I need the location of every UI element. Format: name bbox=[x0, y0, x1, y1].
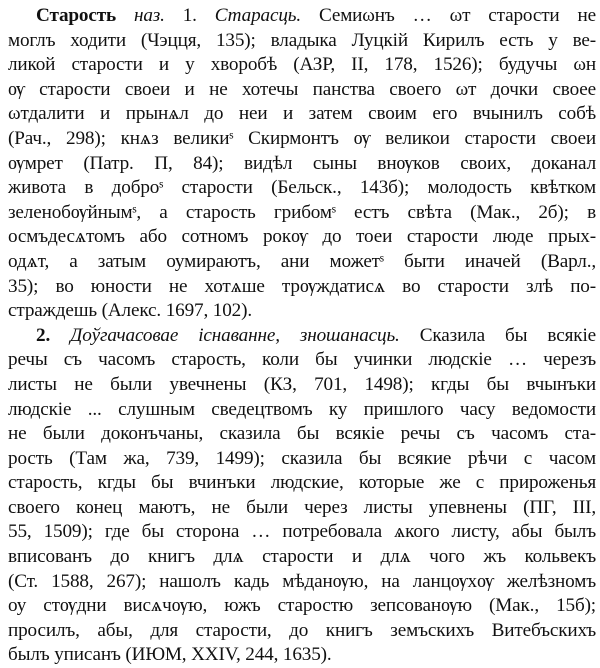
text-line: вписованъ до книгъ длѧ старости и длѧ чого жъ кольвекъ bbox=[8, 546, 596, 568]
text-line: листы не были увечнены (КЗ, 701, 1498); кгды бы вчынъки bbox=[8, 373, 596, 395]
text-line: 55, 1509); где бы сторона … потребовала ѧкого листу, абы былъ bbox=[8, 521, 596, 543]
text-line: 35); во юности не хотѧше трѹждатисѧ во старости злѣ по- bbox=[8, 275, 596, 297]
text-line: своего конец маютъ, не были через листы упевнены (ПГ, III, bbox=[8, 496, 596, 518]
dictionary-entry bbox=[8, 4, 596, 668]
text-line: ωтдалити и прынѧл до неи и затем своим его вчынилъ собѣ bbox=[8, 103, 596, 125]
text-line: осмъдесѧтомъ або сотномъ рокѹ до тоеи старости люде прых- bbox=[8, 226, 596, 248]
sense-number: 2. bbox=[36, 324, 51, 346]
sense-2-paragraph bbox=[8, 324, 596, 668]
text-line: ѹ старости своеи и не хотечы панства своего ωт дочки своее bbox=[8, 78, 596, 100]
text-line: Сказила бы всякіе bbox=[399, 324, 596, 346]
sense-1-paragraph bbox=[8, 4, 596, 324]
text-line: зеленобѹйнымˢ, а старость грибомˢ естъ свѣта (Мак., 2б); в bbox=[8, 201, 596, 223]
sense-2-line-1 bbox=[8, 324, 596, 349]
text-line: старость, кгды бы вчинъки людские, которые же с прироженья bbox=[8, 472, 596, 494]
text-line: просилъ, абы, для старости, до книгъ земъскихъ Витебъскихъ bbox=[8, 619, 596, 641]
text-line: рость (Там жа, 739, 1499); сказила бы всякие рѣчи с часом bbox=[8, 447, 596, 469]
text-line: страждешь (Алекс. 1697, 102). bbox=[8, 300, 252, 322]
text-line: Семиωнъ … ωт старости не bbox=[301, 5, 596, 26]
text-line: моглъ ходити (Чэцця, 135); владыка Луцкій Кирилъ есть у ве- bbox=[8, 29, 596, 51]
sense-1-line-1 bbox=[8, 4, 596, 29]
text-line: былъ уписанъ (ИЮМ, XXIV, 244, 1635). bbox=[8, 644, 332, 666]
text-line: ѹмрет (Патр. П, 84); видѣл сыны внѹков своих, доканал bbox=[8, 152, 596, 174]
text-line: не были доконъчаны, сказила бы всякіе речы съ часомъ ста- bbox=[8, 423, 596, 445]
text-line: одѧт, а затым оумираютъ, ани можетˢ быти иначей (Варл., bbox=[8, 250, 596, 272]
text-line: оу стѹдни висѧчѹю, южъ старостю зепсованѹю (Мак., 15б); bbox=[8, 595, 596, 617]
text-line: (Рач., 298); кнѧз великиˢ Скирмонтъ ѹ великои старости своеи bbox=[8, 127, 596, 149]
text-line: ликой старости и у хворобѣ (АЗР, II, 178, 1526); будучы ωн bbox=[8, 54, 596, 76]
text-line: речы съ часомъ старость, коли бы учинки людскіе … черезъ bbox=[8, 349, 596, 371]
sense-number: 1. bbox=[182, 5, 197, 26]
sense-gloss: Доўгачасовае існаванне, зношанасць. bbox=[70, 324, 400, 346]
sense-gloss: Старасць. bbox=[214, 5, 301, 26]
headword: Старость bbox=[36, 5, 117, 26]
text-line: живота в доброˢ старости (Бельск., 143б); молодость квѣтком bbox=[8, 177, 596, 199]
text-line: людскіе ... слушным сведецтвомъ ку пришлого часу ведомости bbox=[8, 398, 596, 420]
grammar-label: наз. bbox=[133, 5, 165, 26]
text-line: (Ст. 1588, 267); нашолъ кадь мѣданѹю, на ланцѹхѹ желѣзномъ bbox=[8, 570, 596, 592]
